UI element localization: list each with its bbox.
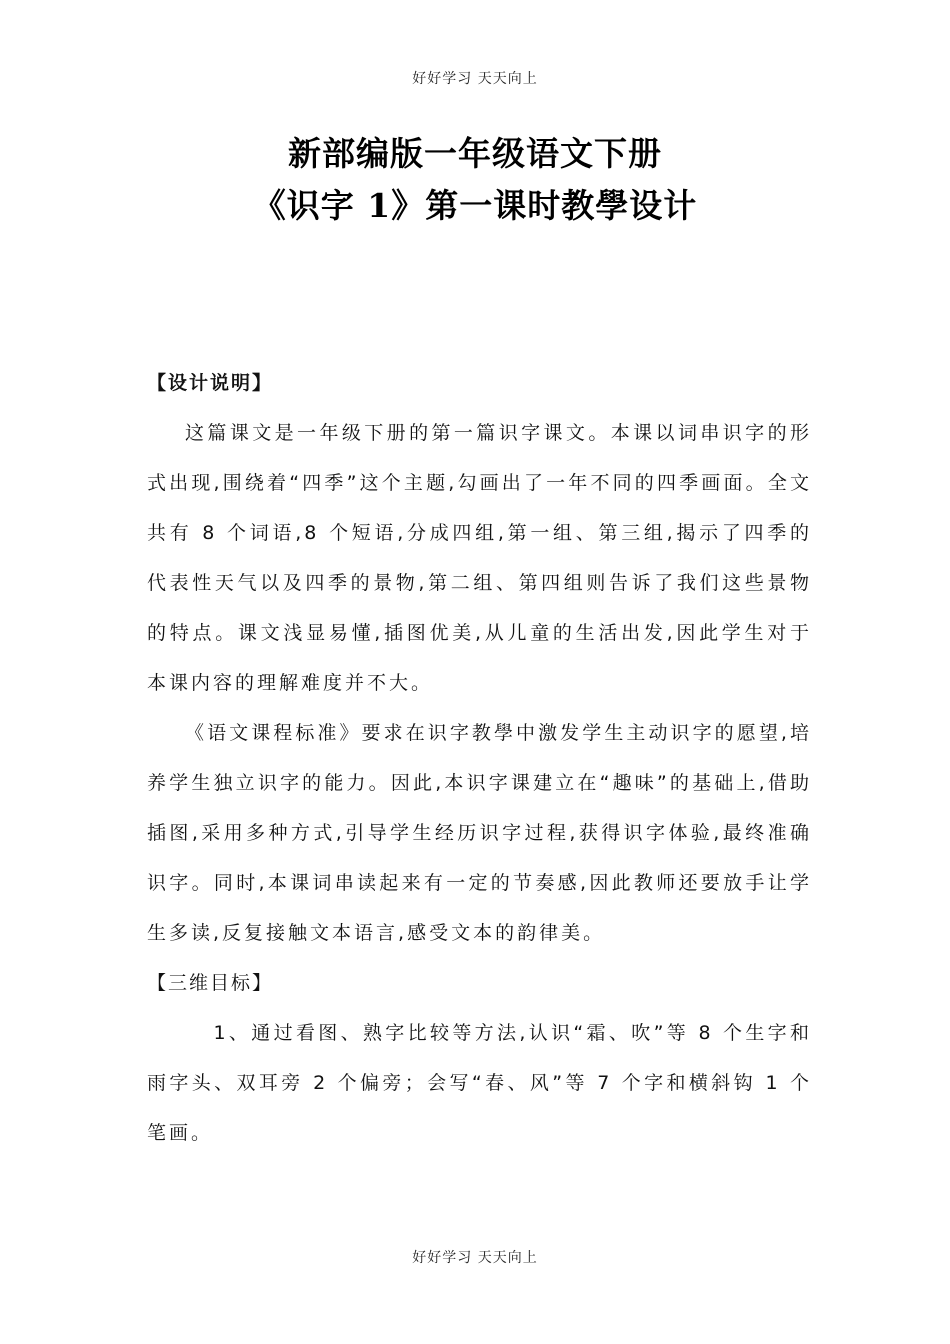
design-notes-paragraph-1: 这篇课文是一年级下册的第一篇识字课文。本课以词串识字的形式出现,围绕着“四季”这个主题,勾画出了一年不同的四季画面。全文共有 8 个词语,8 个短语,分成四组,第一组、第三组,揭示了四季的代表性天气以及四季的景物,第二组、第四组则告诉了我们这些景物的特点。课文浅显易懂,插图优美,从儿童的生活出发,因此学生对于本课内容的理解难度并不大。: [147, 422, 812, 694]
title-line-1: 新部编版一年级语文下册: [288, 134, 662, 173]
title-line-2: 《识字 1》第一课时教學设计: [252, 186, 698, 225]
goal-item-1: 1、通过看图、熟字比较等方法,认识“霜、吹”等 8 个生字和雨字头、双耳旁 2 个偏旁；会写“春、风”等 7 个字和横斜钩 1 个笔画。: [147, 1022, 812, 1144]
design-notes-paragraph-2: 《语文课程标准》要求在识字教學中激发学生主动识字的愿望,培养学生独立识字的能力。因此,本识字课建立在“趣味”的基础上,借助插图,采用多种方式,引导学生经历识字过程,获得识字体验,最终准确识字。同时,本课词串读起来有一定的节奏感,因此教师还要放手让学生多读,反复接触文本语言,感受文本的韵律美。: [147, 722, 812, 944]
page-header: 好好学习 天天向上: [412, 71, 538, 87]
page-footer: 好好学习 天天向上: [412, 1250, 538, 1266]
document-title: [0, 128, 950, 232]
three-dimension-goals-heading: 【三维目标】: [147, 972, 274, 994]
document-body: [147, 358, 812, 1158]
design-notes-heading: 【设计说明】: [147, 372, 274, 394]
